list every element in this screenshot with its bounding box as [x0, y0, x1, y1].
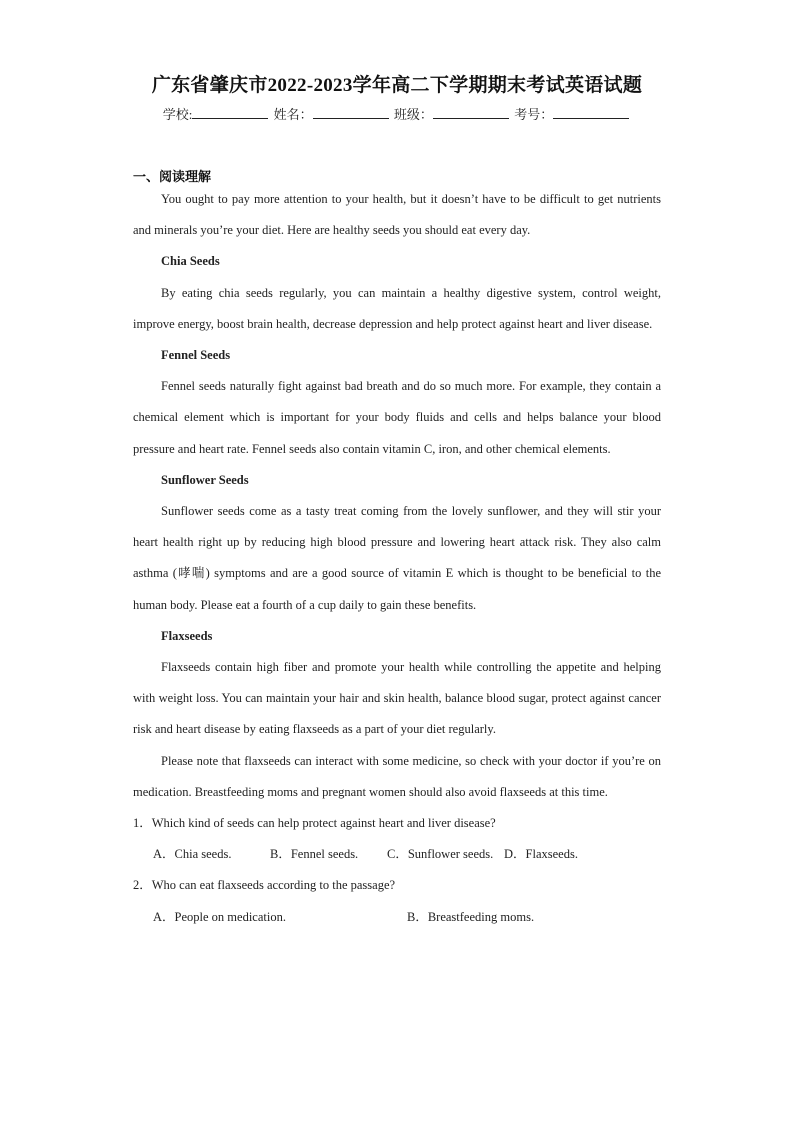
student-info-line — [0, 104, 794, 123]
page-title: 广东省肇庆市2022-2023学年高二下学期期末考试英语试题 — [151, 75, 643, 96]
option-a[interactable]: A．Chia seeds. — [153, 847, 232, 862]
answer-options — [133, 839, 661, 870]
question-1 — [133, 808, 661, 870]
question-stem: 2．Who can eat flaxseeds according to the passage? — [133, 878, 396, 893]
number-label: 考号： — [514, 107, 554, 122]
passage-body — [133, 184, 661, 933]
chia-heading: Chia Seeds — [161, 254, 220, 269]
question-stem: 1．Which kind of seeds can help protect against heart and liver disease? — [133, 816, 496, 831]
number-blank[interactable] — [553, 106, 629, 119]
name-blank[interactable] — [313, 106, 389, 119]
question-2 — [133, 870, 661, 932]
name-label: 姓名： — [273, 107, 313, 122]
section-title: 一、阅读理解 — [133, 169, 212, 184]
class-blank[interactable] — [433, 106, 509, 119]
school-blank[interactable] — [192, 106, 268, 119]
fennel-heading: Fennel Seeds — [161, 348, 231, 363]
chia-text: By eating chia seeds regularly, you can maintain a healthy digestive system, control weight, improve energy, boost brain health, decrease depression and help protect against heart and liver disease. — [133, 285, 661, 331]
option-a[interactable]: A．People on medication. — [153, 909, 286, 924]
option-d[interactable]: D．Flaxseeds. — [504, 847, 578, 862]
option-b[interactable]: B．Fennel seeds. — [270, 847, 359, 862]
flax-heading: Flaxseeds — [161, 628, 213, 643]
option-c[interactable]: C．Sunflower seeds. — [387, 847, 494, 862]
school-label: 学校: — [162, 107, 193, 122]
answer-options — [133, 902, 661, 933]
flax-note: Please note that flaxseeds can interact with some medicine, so check with your doctor if you’re on medication. Breastfeeding moms and pregnant women should also avoid flaxseeds at this time. — [133, 753, 661, 799]
passage-intro: You ought to pay more attention to your health, but it doesn’t have to be difficult to get nutrients and minerals you’re your diet. Here are healthy seeds you should eat every day. — [133, 192, 661, 238]
option-b[interactable]: B．Breastfeeding moms. — [407, 909, 535, 924]
class-label: 班级： — [393, 107, 433, 122]
sunflower-heading: Sunflower Seeds — [161, 472, 249, 487]
flax-text: Flaxseeds contain high fiber and promote your health while controlling the appetite and helping with weight loss. You can maintain your hair and skin health, balance blood sugar, protect against cancer risk and heart disease by eating flaxseeds as a part of your diet regularly. — [133, 660, 661, 737]
sunflower-text: Sunflower seeds come as a tasty treat coming from the lovely sunflower, and they will stir your heart health right up by reducing high blood pressure and lowering heart attack risk. They also calm asthma (哮喘) symptoms and are a good source of vitamin E which is thought to be beneficial to the human body. Please eat a fourth of a cup daily to gain these benefits. — [133, 504, 661, 612]
fennel-text: Fennel seeds naturally fight against bad breath and do so much more. For example, they contain a chemical element which is important for your body fluids and cells and helps balance your blood pressure and heart rate. Fennel seeds also contain vitamin C, iron, and other chemical elements. — [133, 379, 661, 456]
